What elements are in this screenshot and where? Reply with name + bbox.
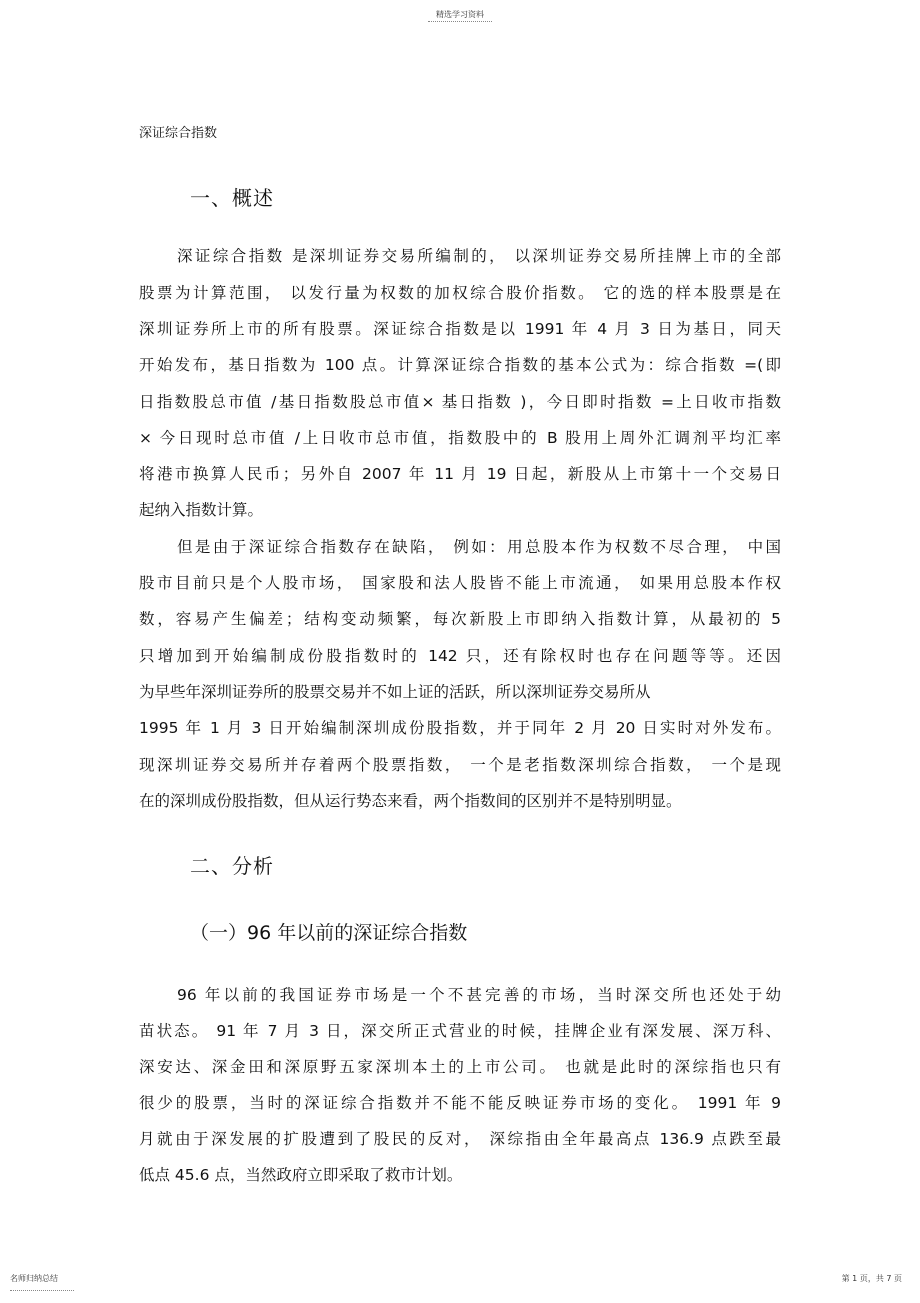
paragraph-line: 深圳证券所上市的所有股票。深证综合指数是以 1991 年 4 月 3 日为基日，同天	[139, 320, 781, 338]
paragraph-line: 月就由于深发展的扩股遭到了股民的反对， 深综指由全年最高点 136.9 点跌至最	[139, 1130, 781, 1148]
paragraph-line: 起纳入指数计算。	[139, 501, 264, 519]
paragraph-line: 96 年以前的我国证券市场是一个不甚完善的市场，当时深交所也还处于幼	[177, 986, 781, 1004]
paragraph-line: 为早些年深圳证券所的股票交易并不如上证的活跃，所以深圳证券交易所从	[139, 683, 651, 701]
document-title: 深证综合指数	[139, 126, 218, 141]
paragraph-line: 深证综合指数 是深圳证券交易所编制的， 以深圳证券交易所挂牌上市的全部	[177, 247, 781, 265]
section-heading-analysis: 二、分析	[190, 854, 274, 878]
paragraph-line: 但是由于深证综合指数存在缺陷， 例如：用总股本作为权数不尽合理， 中国	[177, 538, 781, 556]
paragraph-line: 开始发布，基日指数为 100 点。计算深证综合指数的基本公式为：综合指数 =(即	[139, 356, 781, 374]
footer-divider	[10, 1290, 74, 1291]
paragraph-line: 深安达、深金田和深原野五家深圳本土的上市公司。 也就是此时的深综指也只有	[139, 1058, 781, 1076]
paragraph-line: 数，容易产生偏差；结构变动频繁，每次新股上市即纳入指数计算，从最初的 5	[139, 610, 781, 628]
paragraph-line: × 今日现时总市值 /上日收市总市值，指数股中的 B 股用上周外汇调剂平均汇率	[139, 429, 781, 447]
paragraph-line: 将港市换算人民币；另外自 2007 年 11 月 19 日起，新股从上市第十一个交易日	[139, 465, 781, 483]
paragraph-line: 日指数股总市值 /基日指数股总市值× 基日指数 )，今日即时指数 =上日收市指数	[139, 393, 781, 411]
header-watermark: 精选学习资料	[436, 10, 484, 19]
section-heading-overview: 一、概述	[190, 186, 274, 210]
paragraph-line: 只增加到开始编制成份股指数时的 142 只，还有除权时也存在问题等等。还因	[139, 647, 781, 665]
paragraph-line: 很少的股票，当时的深证综合指数并不能不能反映证券市场的变化。 1991 年 9	[139, 1094, 781, 1112]
paragraph-line: 苗状态。 91 年 7 月 3 日，深交所正式营业的时候，挂牌企业有深发展、深万科、	[139, 1022, 781, 1040]
paragraph-line: 股票为计算范围， 以发行量为权数的加权综合股价指数。 它的选的样本股票是在	[139, 284, 781, 302]
paragraph-line: 在的深圳成份股指数，但从运行势态来看，两个指数间的区别并不是特别明显。	[139, 792, 682, 810]
paragraph-line: 股市目前只是个人股市场， 国家股和法人股皆不能上市流通， 如果用总股本作权	[139, 574, 781, 592]
header-divider	[428, 21, 492, 22]
footer-label: 名师归纳总结	[10, 1274, 58, 1283]
paragraph-line: 现深圳证券交易所并存着两个股票指数， 一个是老指数深圳综合指数， 一个是现	[139, 756, 781, 774]
page-number: 第 1 页，共 7 页	[841, 1274, 902, 1283]
paragraph-line: 低点 45.6 点，当然政府立即采取了救市计划。	[139, 1166, 463, 1184]
subsection-heading: （一）96 年以前的深证综合指数	[190, 922, 468, 944]
paragraph-line: 1995 年 1 月 3 日开始编制深圳成份股指数，并于同年 2 月 20 日实时对外发布。	[139, 719, 781, 737]
